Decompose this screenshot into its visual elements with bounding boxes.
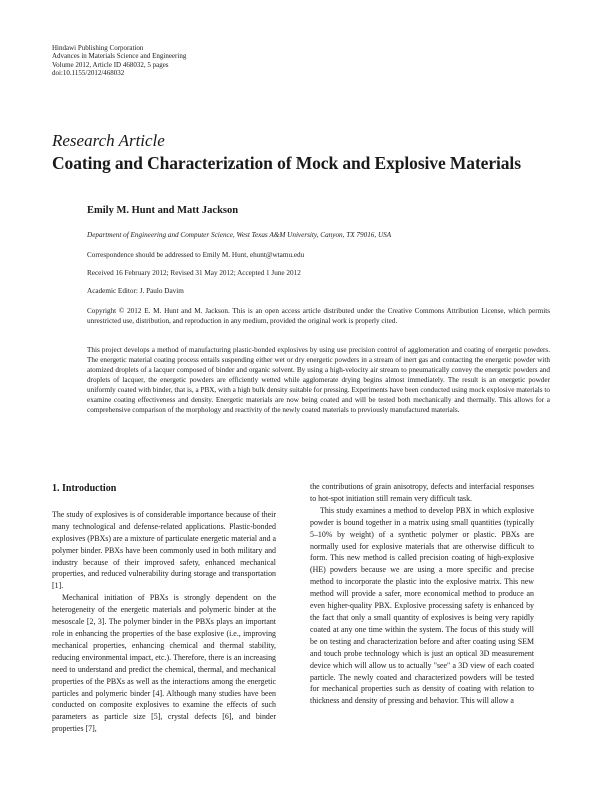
authors: Emily M. Hunt and Matt Jackson [87, 205, 239, 216]
paragraph: The study of explosives is of considerable importance because of their many technological and defense-related applications. Plastic-bonded explosives (PBXs) are a mixture of particulate energetic material and a polymer binder. PBXs have been commonly used in both military and industry because of their improved safety, enhanced mechanical properties, and reduced vulnerability during storage and transportation [1]. [52, 509, 276, 591]
dates: Received 16 February 2012; Revised 31 May 2012; Accepted 1 June 2012 [87, 269, 301, 277]
doi-line: doi:10.1155/2012/468032 [52, 69, 125, 78]
affiliation: Department of Engineering and Computer Science, West Texas A&M University, Canyon, TX 79016, USA [87, 231, 392, 239]
academic-editor: Academic Editor: J. Paulo Davim [87, 287, 184, 295]
journal-line: Advances in Materials Science and Engineering [52, 52, 187, 61]
volume-line: Volume 2012, Article ID 468032, 5 pages [52, 60, 169, 69]
copyright: Copyright © 2012 E. M. Hunt and M. Jackson. This is an open access article distributed under the Creative Commons Attribution License, which permits unrestricted use, distribution, and reproduction in any medium, provided the original work is properly cited. [87, 307, 550, 325]
abstract: This project develops a method of manufacturing plastic-bonded explosives by using use precision control of agglomeration and coating of energetic powders. The energetic material coating process entails suspending either wet or dry energetic powders in a stream of inert gas and contacting the energetic powder with atomized droplets of a lacquer composed of binder and organic solvent. By using a high-velocity air stream to pneumatically convey the energetic powders and droplets of lacquer, the energetic powders are efficiently wetted while agglomerate drying begins almost immediately. The result is an energetic powder uniformly coated with binder, that is, a PBX, with a high bulk density suitable for pressing. Experiments have been conducted using mock explosive materials to examine coating effectiveness and density. Energetic materials are now being coated and will be tested both mechanically and thermally. This allows for a comprehensive comparison of the morphology and reactivity of the newly coated materials to previously manufactured materials. [87, 346, 550, 414]
article-type: Research Article [52, 131, 165, 150]
paragraph: This study examines a method to develop PBX in which explosive powder is bound together in a matrix using small quantities (typically 5–10% by weight) of a synthetic polymer or plastic. PBXs are normally used for explosive materials that are otherwise difficult to form. This new method is called precision coating of high-explosive (HE) powders because we are using a more specific and precise method to incorporate the plastic into the explosive matrix. This new method will provide a safer, more economical method to produce an even higher-quality PBX. Explosive processing safety is enhanced by the fact that only a small quantity of explosives is being very rapidly coated at any one time within the system. The focus of this study will be on testing and characterization before and after coating using SEM and touch probe technology which is just an optical 3D measurement device which will allow us to actually "see" a 3D view of each coated particle. The newly coated and characterized powders will be tested for mechanical properties such as density of coating with relation to thickness and density of pressing and behavior. This will allow a [310, 505, 534, 706]
section-heading: 1. Introduction [52, 483, 117, 494]
paper-title: Coating and Characterization of Mock and Explosive Materials [52, 153, 521, 173]
publisher-line: Hindawi Publishing Corporation [52, 44, 144, 52]
paragraph: the contributions of grain anisotropy, defects and interfacial responses to hot-spot initiation still remain very difficult task. [310, 482, 534, 503]
paragraph: Mechanical initiation of PBXs is strongly dependent on the heterogeneity of the energetic materials and polymeric binder at the mesoscale [2, 3]. The polymer binder in the PBXs plays an important role in enhancing the properties of the base explosive (i.e., improving mechanical properties, enhancing chemical and thermal stability, reducing environmental impact, etc.). Therefore, there is an increasing need to understand and predict the chemical, thermal, and mechanical properties of the PBXs as well as the interactions among the energetic particles and polymeric binder [4]. Although many studies have been conducted on composite explosives to examine the effects of such parameters as particle size [5], crystal defects [6], and binder properties [7], [52, 593, 276, 734]
right-column [310, 481, 534, 707]
left-column [52, 483, 276, 735]
correspondence: Correspondence should be addressed to Emily M. Hunt, ehunt@wtamu.edu [87, 251, 305, 259]
